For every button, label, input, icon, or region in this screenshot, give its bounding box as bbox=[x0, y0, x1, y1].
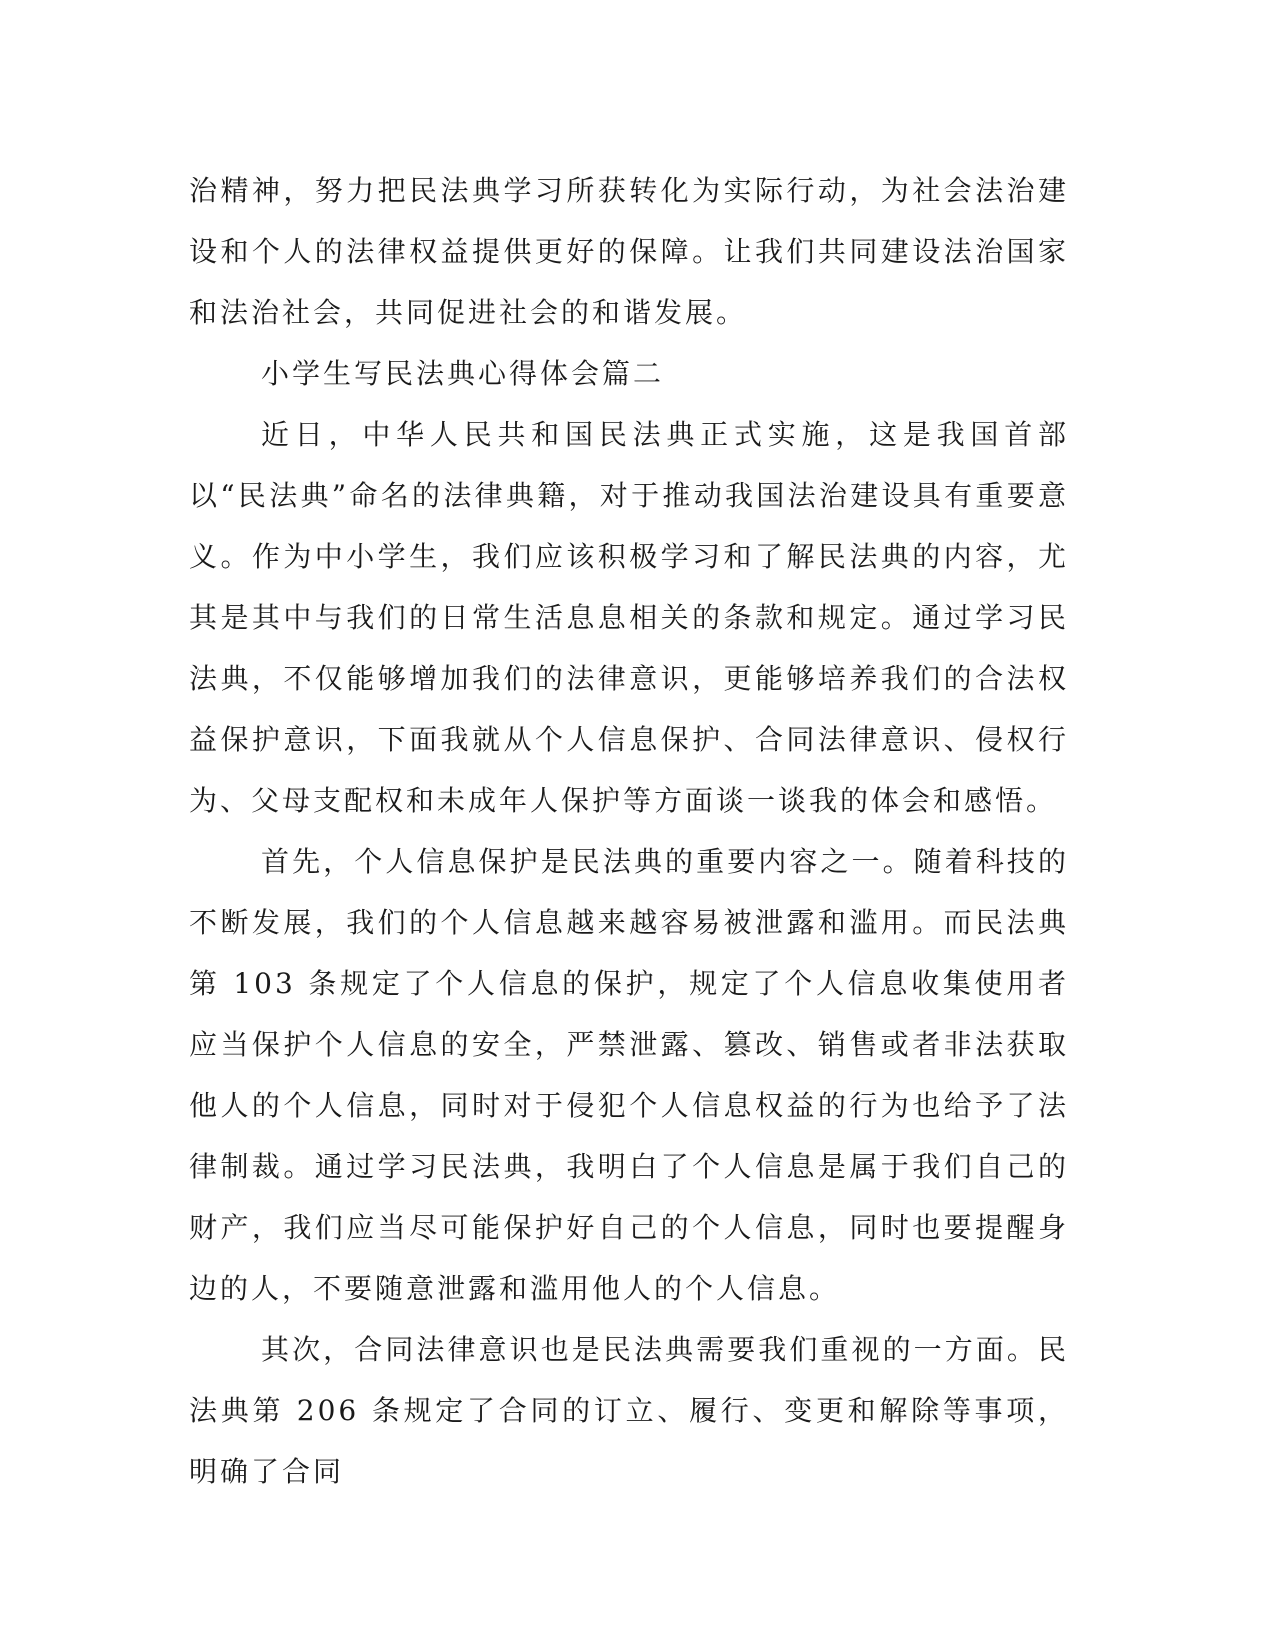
paragraph-contract: 其次，合同法律意识也是民法典需要我们重视的一方面。民法典第 206 条规定了合同的订立、履行、变更和解除等事项，明确了合同 bbox=[189, 1333, 1069, 1488]
document-body bbox=[189, 160, 1069, 1502]
paragraph-personal-info: 首先，个人信息保护是民法典的重要内容之一。随着科技的不断发展，我们的个人信息越来越容易被泄露和滥用。而民法典第 103 条规定了个人信息的保护，规定了个人信息收集使用者应当保护个人信息的安全，严禁泄露、篡改、销售或者非法获取他人的个人信息，同时对于侵犯个人信息权益的行为也给予了法律制裁。通过学习民法典，我明白了个人信息是属于我们自己的财产，我们应当尽可能保护好自己的个人信息，同时也要提醒身边的人，不要随意泄露和滥用他人的个人信息。 bbox=[189, 845, 1069, 1305]
section-heading: 小学生写民法典心得体会篇二 bbox=[261, 357, 665, 390]
paragraph-closing: 治精神，努力把民法典学习所获转化为实际行动，为社会法治建设和个人的法律权益提供更好的保障。让我们共同建设法治国家和法治社会，共同促进社会的和谐发展。 bbox=[189, 174, 1069, 329]
paragraph-intro: 近日，中华人民共和国民法典正式实施，这是我国首部以“民法典”命名的法律典籍，对于推动我国法治建设具有重要意义。作为中小学生，我们应该积极学习和了解民法典的内容，尤其是其中与我们的日常生活息息相关的条款和规定。通过学习民法典，不仅能够增加我们的法律意识，更能够培养我们的合法权益保护意识，下面我就从个人信息保护、合同法律意识、侵权行为、父母支配权和未成年人保护等方面谈一谈我的体会和感悟。 bbox=[189, 418, 1069, 817]
